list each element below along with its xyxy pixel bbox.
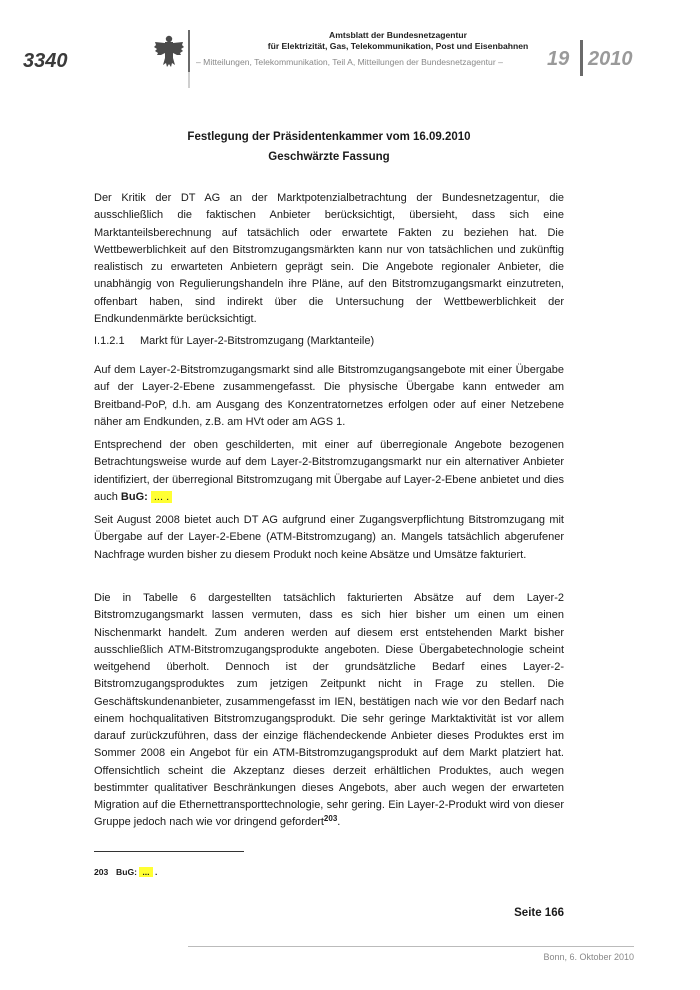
paragraph-3: [94, 437, 564, 506]
footnote: [94, 866, 157, 878]
issue-year: 2010: [588, 48, 633, 70]
section-heading: [94, 333, 564, 350]
paragraph-5-end: .: [337, 816, 341, 829]
header-divider: [188, 30, 190, 72]
footnote-bug-label: BuG:: [116, 867, 138, 877]
redacted-text: ... .: [151, 491, 172, 503]
footnote-reference[interactable]: 203: [323, 814, 338, 824]
footer-divider: [188, 946, 634, 947]
issue-divider: [580, 40, 583, 76]
bug-label: BuG:: [120, 490, 148, 503]
paragraph-5-text: Die in Tabelle 6 dargestellten tatsächlich fakturierten Absätze auf dem Layer-2 Bitstromzugangsmarkt lassen vermuten, dass es sich hier bisher um einen um einen Nischenmarkt handelt. Zum anderen werden auf diesem erst entstehenden Markt bisher ausschließlich ATM-Bitstromzugangsprodukte angeboten. Diese Übergabetechnologie scheint weitgehend überholt. Dennoch ist der grundsätzliche Bedarf eines Layer-2-Bitstromzugangsproduktes zum jetzigen Zeitpunkt nicht in Frage zu stellen. Die Geschäftskundenanbieter, zusammengefasst im IEN, bestätigen nach wie vor den Bedarf nach einem hochqualitativen Bitstromzugangsprodukt. Die sehr geringe Marktaktivität ist vor allem darauf zurückzuführen, dass der einzige flächendeckende Anbieter dieses Produktes erst im Sommer 2008 ein Angebot für ein ATM-Bitstromzugangsprodukt auf dem Markt platziert hat. Offensichtlich scheint die Akzeptanz dieses derzeit erhältlichen Produktes, auch wegen bestimmter qualitativer Beschränkungen dieses Angebots, aber auch wegen der erwarteten Migration auf die Ethernettransporttechnologie, sehr gering. Ein Layer-2-Produkt wird von dieser Gruppe jedoch nach wie vor dringend gefordert: [94, 592, 564, 829]
footer-date: Bonn, 6. Oktober 2010: [543, 952, 634, 962]
section-number: I.1.2.1: [94, 335, 125, 347]
header-divider-light: [188, 72, 190, 88]
section-title: Markt für Layer-2-Bitstromzugang (Marktanteile): [140, 335, 375, 347]
page-number: 3340: [23, 50, 68, 72]
publisher-subtitle: für Elektrizität, Gas, Telekommunikation, Post und Eisenbahnen: [267, 41, 529, 51]
paragraph-3-text: Entsprechend der oben geschilderten, mit einer auf überregionale Angebote bezogenen Betrachtungsweise wurde auf dem Layer-2-Bitstromzugangsmarkt nur ein alternativer Anbieter identifiziert, der überregional Bitstromzugang mit Übergabe auf Layer-2-Ebene anbietet und dies auch: [94, 439, 564, 503]
paragraph-1: Der Kritik der DT AG an der Marktpotenzialbetrachtung der Bundesnetzagentur, die ausschließlich die faktischen Anbieter berücksichtigt, übersieht, dass sich eine Marktanteilsberechnung auf tatsächlich oder erwartete Fakten zu beziehen hat. Die Wettbewerblichkeit auf den Bitstromzugangsmärkten kann nur von tatsächlichen und zukünftig realistisch zu erwarteten Anbietern geprägt sein. Die Angebote regionaler Anbieter, die unabhängig von Regulierungshandeln ihre Pläne, auf den Bitstromzugangsmarkt einzutreten, offenbart haben, sind indirekt über die Untersuchung der Wettbewerblichkeit der Endkundenmärkte berücksichtigt.: [94, 192, 564, 325]
document-title: Festlegung der Präsidentenkammer vom 16.09.2010: [187, 131, 471, 143]
document-subtitle: Geschwärzte Fassung: [268, 151, 390, 163]
footnote-redacted: ...: [139, 867, 152, 877]
publisher-section: – Mitteilungen, Telekommunikation, Teil A, Mitteilungen der Bundesnetzagentur –: [196, 57, 503, 67]
publisher-title: Amtsblatt der Bundesnetzagentur: [329, 30, 467, 40]
footnote-end: .: [154, 867, 158, 877]
paragraph-4: Seit August 2008 bietet auch DT AG aufgrund einer Zugangsverpflichtung Bitstromzugang mit Übergabe auf der Layer-2-Ebene (ATM-Bitstromzugang) an. Mangels tatsächlich abgerufener Nachfrage wurden bisher zu diesem Produkt noch keine Absätze und Umsätze fakturiert.: [94, 514, 564, 561]
document-page-label: Seite 166: [514, 907, 564, 919]
footnote-number: 203: [94, 867, 109, 877]
footnote-divider: [94, 851, 244, 852]
federal-eagle-icon: [153, 33, 185, 71]
paragraph-5: [94, 590, 564, 832]
issue-number: 19: [547, 48, 570, 70]
paragraph-2: Auf dem Layer-2-Bitstromzugangsmarkt sind alle Bitstromzugangsangebote mit einer Übergabe auf der Layer-2-Ebene zusammengefasst. Die physische Übergabe kann entweder am Breitband-PoP, d.h. am Ausgang des Konzentratornetzes erfolgen oder auf einer Netzebene näher am Endkunden, z.B. am HVt oder am AGS 1.: [94, 364, 564, 428]
